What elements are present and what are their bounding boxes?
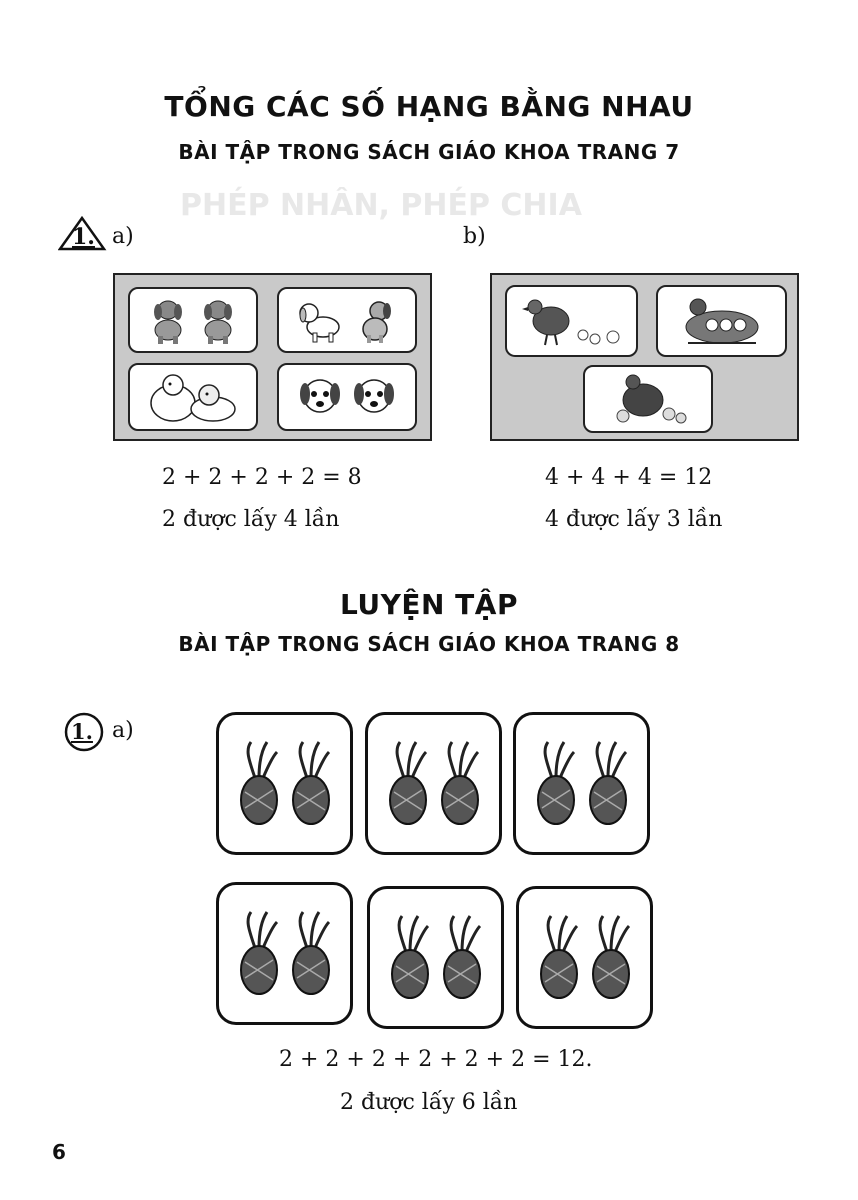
hens-cell [656,285,787,357]
dog-icon [295,297,345,343]
hen-icon [603,370,693,428]
fruit-icon [534,740,578,828]
hens-panel [490,273,799,441]
fruit-icon [537,914,581,1002]
section2-subtitle: BÀI TẬP TRONG SÁCH GIÁO KHOA TRANG 8 [178,632,680,656]
dogs-cell [128,287,258,353]
part-a-equation: 2 + 2 + 2 + 2 = 8 [162,465,362,490]
fruit-icon [440,914,484,1002]
hens-cell [505,285,638,357]
hens-cell [583,365,713,433]
part-b-caption: 4 được lấy 3 lần [545,507,723,532]
part-a-caption: 2 được lấy 4 lần [162,507,340,532]
exercise-marker [58,216,108,252]
section2-title: LUYỆN TẬP [340,588,518,621]
dogs-cell [277,363,417,431]
fruit-icon [589,914,633,1002]
fruit-box [367,886,504,1029]
fruit-box [513,712,650,855]
fruit-icon [388,914,432,1002]
section2-caption: 2 được lấy 6 lần [340,1090,518,1115]
fruit-box [216,882,353,1025]
fruit-icon [438,740,482,828]
part-b-equation: 4 + 4 + 4 = 12 [545,465,713,490]
exercise-number: 1. [72,224,95,250]
section1-subtitle: BÀI TẬP TRONG SÁCH GIÁO KHOA TRANG 7 [178,140,680,164]
fruit-icon [237,740,281,828]
dog-icon [352,372,396,422]
part-a-label: a) [112,718,134,743]
fruit-icon [289,910,333,998]
hen-icon [517,291,627,351]
part-a-label: a) [112,224,134,249]
dog-icon [148,296,188,344]
exercise-marker [64,712,104,752]
part-b-label: b) [463,224,486,249]
dogs-cell [277,287,417,353]
dog-icon [355,297,399,343]
fruit-icon [586,740,630,828]
dogs-cell [128,363,258,431]
fruit-icon [237,910,281,998]
dog-icon [198,296,238,344]
hen-icon [672,291,772,351]
section1-title: TỔNG CÁC SỐ HẠNG BẰNG NHAU [164,90,694,123]
fruit-box [216,712,353,855]
page-number: 6 [52,1140,66,1164]
dogs-panel [113,273,432,441]
fruit-box [365,712,502,855]
exercise-number: 1. [71,719,93,744]
dog-icon [298,372,342,422]
fruit-icon [289,740,333,828]
fruit-icon [386,740,430,828]
dog-icon [143,369,243,425]
section2-equation: 2 + 2 + 2 + 2 + 2 + 2 = 12. [279,1047,593,1072]
fruit-box [516,886,653,1029]
